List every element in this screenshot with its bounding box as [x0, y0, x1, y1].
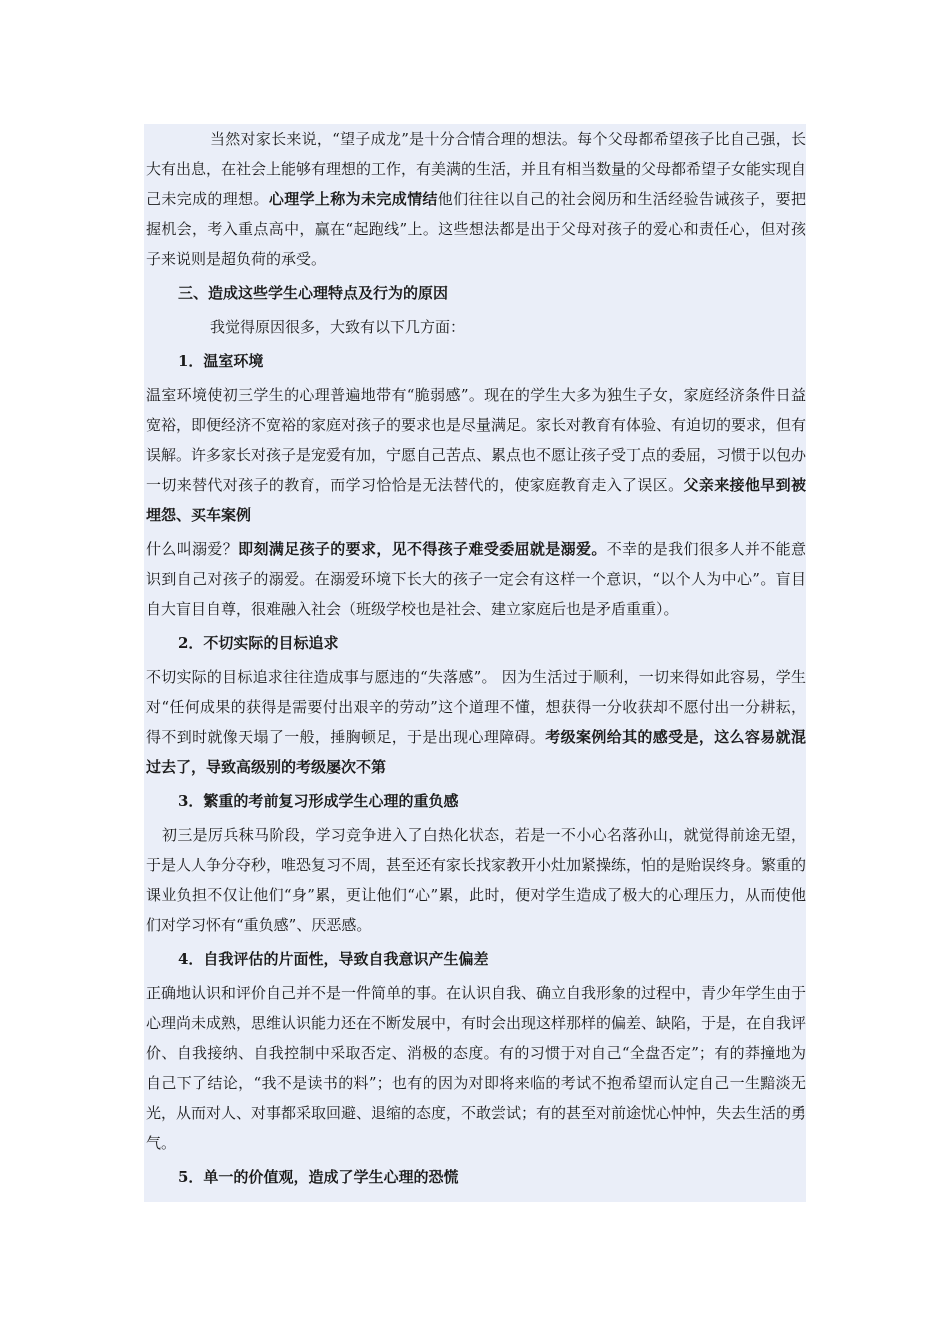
intro-paragraph: 我觉得原因很多，大致有以下几方面： — [210, 318, 466, 336]
subheading-4: 4．自我评估的片面性，导致自我意识产生偏差 — [178, 950, 489, 968]
text-run: 不切实际的目标追求往往造成事与愿违的“失落感”。 因为生活过于顺利，一切来得如此容易，学生对“任何成果的获得是需要付出艰辛的劳动”这个道理不懂，想获得一分收获却不愿付出一分耕耘，得不到时就像天塌了一般，捶胸顿足，于是出现心理障碍。 — [146, 668, 806, 746]
text-run: 他们往往以自己的社会阅历和生活经验告诫孩子，要把握机会，考入重点高中，赢在“起跑线”上。这些想法都是出于父母对孩子的爱心和责任心，但对孩子来说则是超负荷的承受。 — [146, 190, 806, 268]
subheading-1: 1．温室环境 — [178, 352, 264, 370]
text-run: 什么叫溺爱？ — [146, 540, 239, 558]
paragraph-greenhouse — [146, 380, 806, 530]
paragraph-heavy-review: 初三是厉兵秣马阶段，学习竞争进入了白热化状态，若是一不小心名落孙山，就觉得前途无望，于是人人争分夺秒，唯恐复习不周，甚至还有家长找家教开小灶加紧操练，怕的是贻误终身。繁重的课业负担不仅让他们“身”累，更让他们“心”累，此时，便对学生造成了极大的心理压力，从而使他们对学习怀有“重负感”、厌恶感。 — [146, 826, 806, 934]
bold-run: 即刻满足孩子的要求，见不得孩子难受委屈就是溺爱。 — [238, 540, 607, 558]
subheading-5: 5．单一的价值观，造成了学生心理的恐慌 — [178, 1168, 459, 1186]
subheading-3: 3．繁重的考前复习形成学生心理的重负感 — [178, 792, 459, 810]
bold-run: 父亲来接他早到被埋怨、买车案例 — [146, 476, 806, 524]
paragraph-self-assessment: 正确地认识和评价自己并不是一件简单的事。在认识自我、确立自我形象的过程中，青少年学生由于心理尚未成熟，思维认识能力还在不断发展中，有时会出现这样那样的偏差、缺陷，于是，在自我评价、自我接纳、自我控制中采取否定、消极的态度。有的习惯于对自己“全盘否定”；有的莽撞地为自己下了结论，“我不是读书的料”；也有的因为对即将来临的考试不抱希望而认定自己一生黯淡无光，从而对人、对事都采取回避、退缩的态度，不敢尝试；有的甚至对前途忧心忡忡，失去生活的勇气。 — [146, 984, 806, 1152]
paragraph-spoiling — [146, 534, 806, 624]
section-heading: 三、造成这些学生心理特点及行为的原因 — [178, 284, 449, 302]
text-run: 当然对家长来说，“望子成龙”是十分合情合理的想法。每个父母都希望孩子比自己强，长大有出息，在社会上能够有理想的工作，有美满的生活，并且有相当数量的父母都希望子女能实现自己未完成的理想。 — [146, 130, 806, 208]
text-run: 温室环境使初三学生的心理普遍地带有“脆弱感”。现在的学生大多为独生子女，家庭经济条件日益宽裕，即便经济不宽裕的家庭对孩子的要求也是尽量满足。家长对教育有体验、有迫切的要求，但有误解。许多家长对孩子是宠爱有加，宁愿自己苦点、累点也不愿让孩子受丁点的委屈，习惯于以包办一切来替代对孩子的教育，而学习恰恰是无法替代的，使家庭教育走入了误区。 — [146, 386, 806, 494]
paragraph-unrealistic-goals — [146, 662, 806, 782]
bold-run: 考级案例给其的感受是，这么容易就混过去了，导致高级别的考级屡次不第 — [146, 728, 806, 776]
paragraph-parent-expectations — [146, 124, 806, 274]
subheading-2: 2．不切实际的目标追求 — [178, 634, 339, 652]
text-run: 不幸的是我们很多人并不能意识到自己对孩子的溺爱。在溺爱环境下长大的孩子一定会有这样一个意识，“以个人为中心”。盲目自大盲目自尊，很难融入社会（班级学校也是社会、建立家庭后也是矛盾重重）。 — [146, 540, 806, 618]
bold-run: 心理学上称为未完成情结 — [268, 190, 438, 208]
document-body — [144, 124, 806, 1202]
